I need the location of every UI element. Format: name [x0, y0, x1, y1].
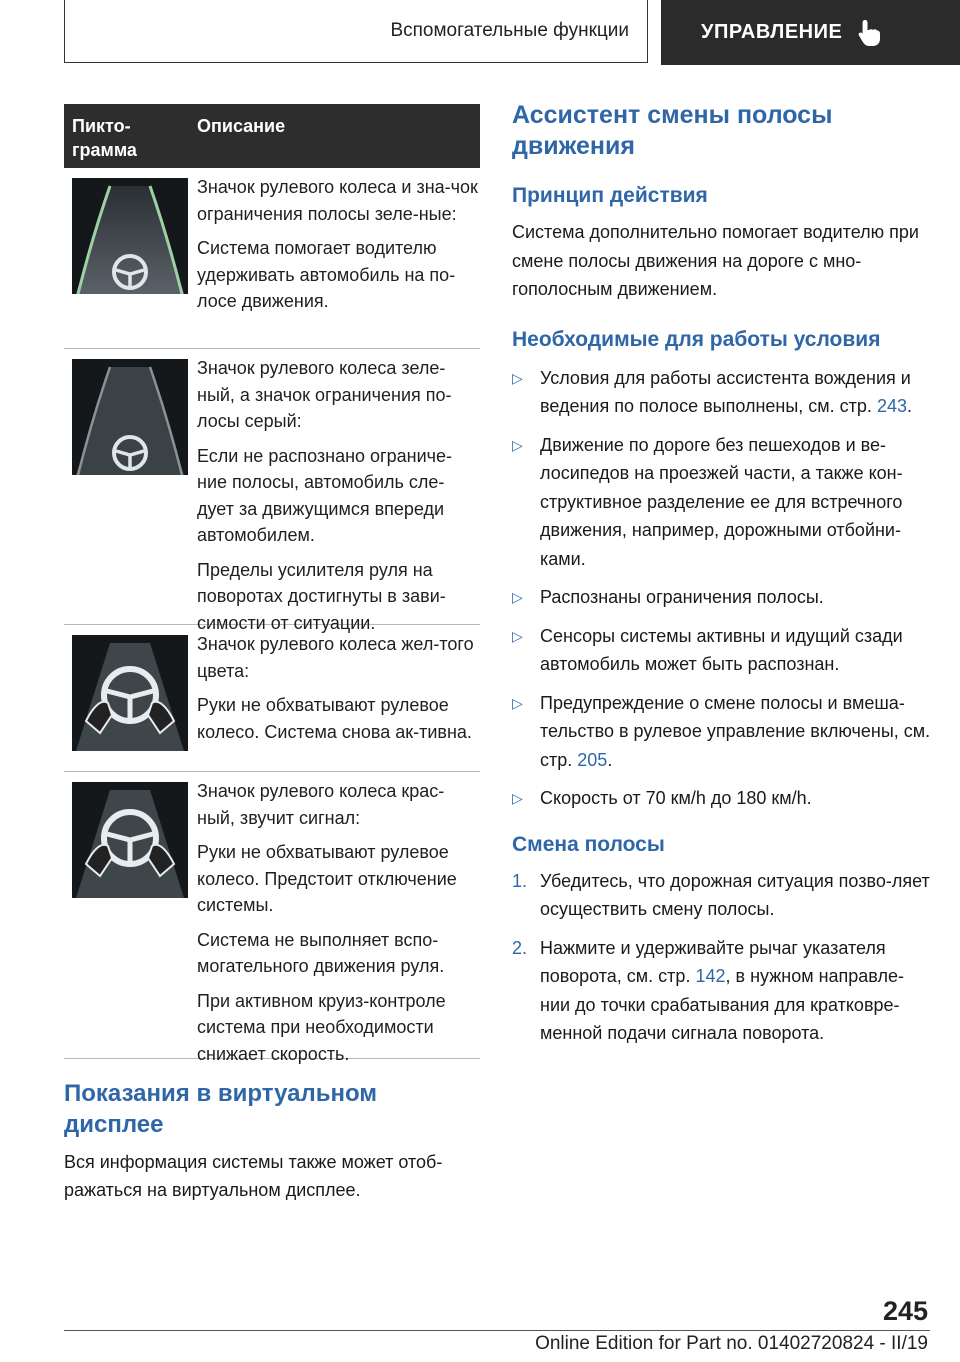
page-link-205[interactable]: 205: [577, 749, 608, 770]
heading-conditions: Необходимые для работы условия: [512, 327, 881, 351]
steps-list: [512, 867, 932, 1048]
edition-info: Online Edition for Part no. 01402720824 - II/19: [535, 1333, 928, 1354]
footer-divider: [64, 1330, 930, 1331]
row-description: Значок рулевого колеса крас-ный, звучит сигнал: Руки не обхватывают рулевое колесо. Предстоит отключение системы. Система не выполняет вспо-могательного движения руля. При активном круиз-контроле система при необходимости снижает скорость.: [197, 781, 457, 1064]
row-description: Значок рулевого колеса жел-того цвета: Руки не обхватывают рулевое колесо. Система снова ак-тивна.: [197, 634, 474, 742]
column-header-pictogram: Пикто- грамма: [72, 116, 137, 160]
triangle-bullet-icon: ▷: [512, 627, 523, 644]
row-description: Значок рулевого колеса и зна-чок ограничения полосы зеле-ные: Система помогает водителю удерживать автомобиль на по-лосе движения.: [197, 177, 478, 311]
hand-pointer-icon: [856, 18, 882, 48]
section-title: Вспомогательные функции: [64, 0, 648, 63]
steering-wheel-red-hands-icon: [72, 782, 188, 898]
section-heading-virtual-display: Показания в виртуальном дисплее: [64, 1080, 378, 1138]
row-description: Значок рулевого колеса зеле-ный, а значок ограничения по-лосы серый: Если не распознано ограниче-ние полосы, автомобиль сле-дует за движущимся впереди автомобилем. Пределы усилителя руля на поворотах достигнуты в зави-симости от ситуации.: [197, 358, 453, 633]
page-title: Ассистент смены полосы движения: [512, 101, 833, 160]
table-row: [64, 772, 480, 1064]
table-row: [64, 168, 480, 349]
conditions-list: [512, 364, 932, 813]
list-item: ▷ Сенсоры системы активны и идущий сзади автомобиль может быть распознан.: [512, 622, 932, 679]
list-item: 2. Нажмите и удерживайте рычаг указателя поворота, см. стр. 142, в нужном направле-нии до точки срабатывания для кратковре-менной подачи сигнала поворота.: [512, 937, 904, 1043]
table-header: [64, 104, 480, 168]
table-row: [64, 349, 480, 633]
list-item: ▷ Движение по дороге без пешеходов и ве-лосипедов на проезжей части, а также кон-структивное разделение ее для встречного движения, например, дорожными отбойни-ками.: [512, 431, 932, 574]
page-link-243[interactable]: 243: [876, 396, 907, 416]
steering-wheel-green-lanes-green-icon: [72, 178, 188, 294]
virtual-display-text: Вся информация системы также может отоб-ражаться на виртуальном дисплее.: [64, 1152, 443, 1200]
column-header-description: Описание: [197, 116, 286, 136]
steering-wheel-yellow-hands-icon: [72, 635, 188, 751]
heading-lane-change: Смена полосы: [512, 832, 665, 856]
triangle-bullet-icon: ▷: [512, 790, 523, 806]
list-item: ▷ Условия для работы ассистента вождения и ведения по полосе выполнены, см. стр. 243.: [512, 364, 932, 421]
principle-text: Система дополнительно помогает водителю при смене полосы движения на дороге с мно-гополосным движением.: [512, 222, 919, 299]
table-row: [64, 625, 480, 772]
list-item: ▷ Скорость от 70 км/h до 180 км/h.: [512, 784, 932, 813]
list-item: ▷ Предупреждение о смене полосы и вмеша-тельство в рулевое управление включены, см. стр. 205.: [512, 689, 932, 775]
page-number: 245: [882, 1296, 928, 1326]
chapter-title: УПРАВЛЕНИЕ: [701, 21, 843, 43]
steering-wheel-green-lanes-gray-icon: [72, 359, 188, 475]
chapter-tab: [661, 0, 960, 65]
pictogram-table: [64, 104, 480, 1064]
page-header: [64, 0, 960, 65]
page-link-142[interactable]: 142: [695, 966, 726, 986]
triangle-bullet-icon: ▷: [512, 369, 523, 386]
list-item: ▷ Распознаны ограничения полосы.: [512, 583, 932, 612]
triangle-bullet-icon: ▷: [512, 589, 523, 605]
triangle-bullet-icon: ▷: [512, 436, 523, 453]
triangle-bullet-icon: ▷: [512, 694, 523, 711]
heading-principle: Принцип действия: [512, 184, 708, 207]
list-item: 1. Убедитесь, что дорожная ситуация позво-ляет осуществить смену полосы.: [512, 870, 930, 919]
right-column: [512, 100, 932, 1058]
